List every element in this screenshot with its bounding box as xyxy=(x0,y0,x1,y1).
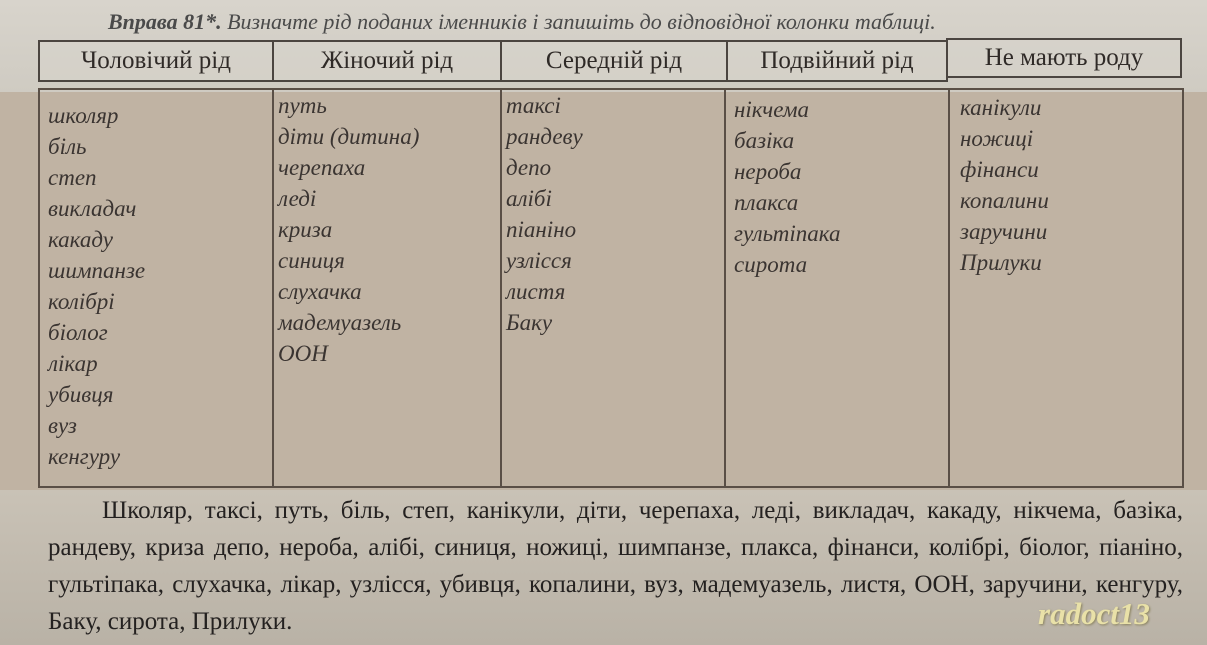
list-item: нероба xyxy=(734,159,802,184)
list-item: степ xyxy=(48,165,97,190)
task-instruction: Визначте рід поданих іменників і запишіть до відповідної колонки таблиці. xyxy=(227,9,936,34)
list-item: рандеву xyxy=(506,124,583,149)
list-item: нікчема xyxy=(734,97,810,122)
list-item: узлісся xyxy=(506,248,572,273)
column-divider xyxy=(948,88,950,488)
header-common: Подвійний рід xyxy=(726,40,948,82)
column-common-list xyxy=(734,94,840,280)
column-feminine-list xyxy=(278,90,419,369)
list-item: путь xyxy=(278,93,327,118)
list-item: плакса xyxy=(734,190,799,215)
list-item: какаду xyxy=(48,227,113,252)
list-item: мадемуазель xyxy=(278,310,402,335)
column-masculine-list xyxy=(48,100,145,472)
list-item: сирота xyxy=(734,252,808,277)
list-item: школяр xyxy=(48,103,119,128)
column-divider xyxy=(500,88,502,488)
list-item: листя xyxy=(506,279,566,304)
watermark: radoct13 xyxy=(1038,596,1150,631)
list-item: черепаха xyxy=(278,155,366,180)
list-item: лікар xyxy=(48,351,98,376)
list-item: таксі xyxy=(506,93,561,118)
list-item: шимпанзе xyxy=(48,258,146,283)
column-divider xyxy=(724,88,726,488)
list-item: канікули xyxy=(960,95,1042,120)
list-item: заручини xyxy=(960,219,1048,244)
list-item: ООН xyxy=(278,341,328,366)
list-item: убивця xyxy=(48,382,114,407)
list-item: копалини xyxy=(960,188,1049,213)
list-item: криза xyxy=(278,217,333,242)
list-item: фінанси xyxy=(960,157,1039,182)
list-item: алібі xyxy=(506,186,552,211)
list-item: синиця xyxy=(278,248,345,273)
list-item: біль xyxy=(48,134,87,159)
list-item: діти (дитина) xyxy=(278,124,420,149)
list-item: біолог xyxy=(48,320,108,345)
source-word-paragraph: Школяр, таксі, путь, біль, степ, канікули, діти, черепаха, леді, викладач, какаду, нікчема, базіка, рандеву, криза депо, нероба, алібі, синиця, ножиці, шимпанзе, плакса, фінанси, колібрі, біолог, піаніно, гультіпака, слухачка, лікар, узлісся, убивця, копалини, вуз, мадемуазель, листя, ООН, заручини, кенгуру, Баку, сирота, Прилуки. xyxy=(48,497,1183,635)
list-item: Прилуки xyxy=(960,250,1042,275)
task-title xyxy=(108,9,936,35)
list-item: колібрі xyxy=(48,289,115,314)
list-item: вуз xyxy=(48,413,77,438)
list-item: викладач xyxy=(48,196,137,221)
list-item: базіка xyxy=(734,128,795,153)
list-item: ножиці xyxy=(960,126,1034,151)
list-item: Баку xyxy=(506,310,553,335)
list-item: депо xyxy=(506,155,552,180)
gender-table xyxy=(38,40,1184,488)
column-no-gender-list xyxy=(960,92,1049,278)
column-divider xyxy=(272,88,274,488)
list-item: кенгуру xyxy=(48,444,121,469)
task-number: Вправа 81*. xyxy=(108,9,222,34)
header-masculine: Чоловічий рід xyxy=(38,40,274,82)
column-neuter-list xyxy=(506,90,583,338)
header-neuter: Середній рід xyxy=(500,40,728,82)
list-item: гультіпака xyxy=(734,221,841,246)
header-no-gender: Не мають роду xyxy=(946,38,1182,78)
list-item: леді xyxy=(278,186,317,211)
list-item: слухачка xyxy=(278,279,362,304)
list-item: піаніно xyxy=(506,217,577,242)
header-feminine: Жіночий рід xyxy=(272,40,502,82)
